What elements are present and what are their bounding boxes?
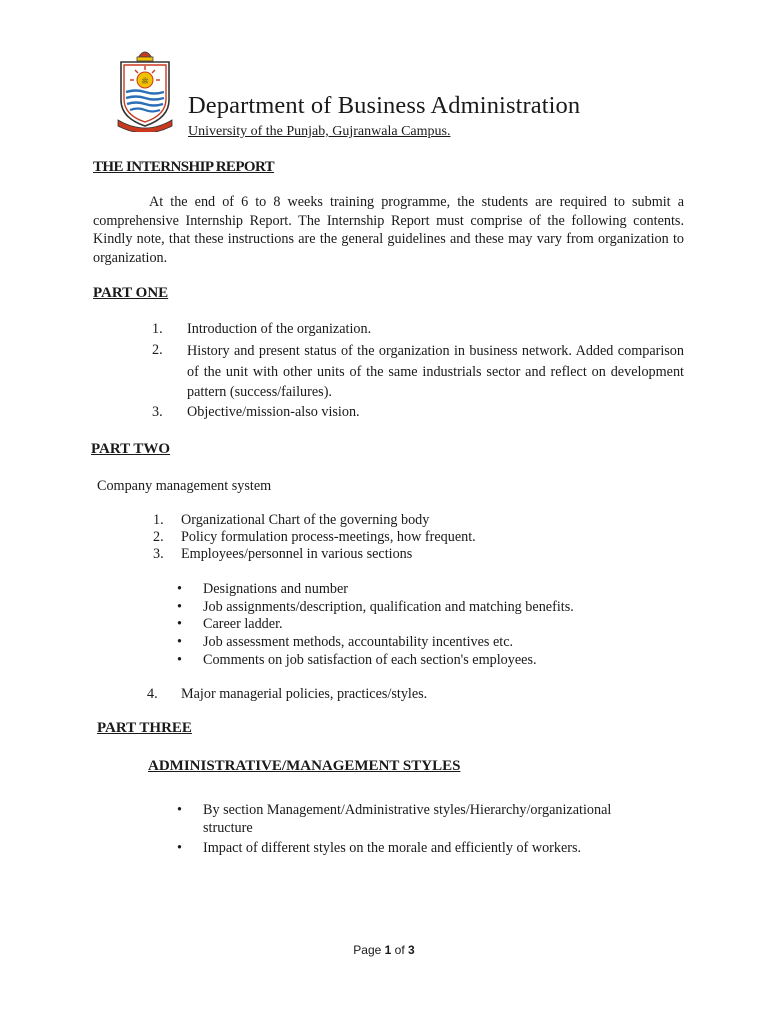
footer-total-pages: 3 — [408, 943, 415, 957]
list-item: Objective/mission-also vision. — [187, 404, 360, 420]
list-item-number: 4. — [147, 686, 158, 702]
bullet-item — [177, 651, 537, 669]
bullet-item — [177, 615, 283, 633]
list-item-number: 2. — [152, 342, 163, 358]
list-item-number: 3. — [153, 546, 164, 562]
svg-text:ﷺ: ﷺ — [141, 78, 149, 85]
list-item: Major managerial policies, practices/styles. — [181, 686, 428, 702]
management-styles-heading: ADMINISTRATIVE/MANAGEMENT STYLES — [148, 758, 461, 774]
bullet-item — [177, 580, 348, 598]
university-subtitle: University of the Punjab, Gujranwala Campus. — [188, 124, 451, 139]
bullet-icon: • — [177, 840, 182, 856]
bullet-text: Job assessment methods, accountability incentives etc. — [203, 634, 514, 650]
list-item-number: 3. — [152, 404, 163, 420]
bullet-item — [177, 633, 514, 651]
bullet-text: Job assignments/description, qualification and matching benefits. — [203, 599, 574, 615]
bullet-item — [177, 801, 643, 837]
list-item-number: 1. — [153, 512, 164, 528]
part-one-heading: PART ONE — [93, 285, 169, 301]
bullet-icon: • — [177, 652, 182, 668]
list-item: History and present status of the organization in business network. Added comparison of the unit with other units of the same industrials sector and reflect on development pattern (success/failures). — [187, 343, 684, 400]
bullet-icon: • — [177, 802, 182, 818]
list-item: Employees/personnel in various sections — [181, 546, 413, 562]
bullet-icon: • — [177, 581, 182, 597]
university-crest-logo — [116, 44, 174, 132]
footer-of-label: of — [394, 943, 405, 957]
bullet-item — [177, 598, 574, 616]
bullet-icon: • — [177, 616, 182, 632]
bullet-text: Comments on job satisfaction of each section's employees. — [203, 652, 537, 668]
bullet-text: Career ladder. — [203, 616, 283, 632]
bullet-icon: • — [177, 599, 182, 615]
list-item: Policy formulation process-meetings, how frequent. — [181, 529, 476, 545]
bullet-icon: • — [177, 634, 182, 650]
part-three-heading: PART THREE — [97, 720, 192, 736]
part-two-heading: PART TWO — [91, 441, 171, 457]
list-item-number: 1. — [152, 321, 163, 337]
footer-page-label: Page — [353, 943, 382, 957]
part-two-intro: Company management system — [97, 478, 272, 494]
bullet-text: Designations and number — [203, 581, 348, 597]
page-footer — [0, 943, 768, 957]
list-item-number: 2. — [153, 529, 164, 545]
department-title: Department of Business Administration — [188, 92, 581, 119]
internship-report-heading: THE INTERNSHIP REPORT — [93, 159, 275, 175]
footer-current-page: 1 — [384, 943, 392, 957]
list-item: Organizational Chart of the governing body — [181, 512, 430, 528]
intro-paragraph: At the end of 6 to 8 weeks training programme, the students are required to submit a comprehensive Internship Report. The Internship Report must comprise of the following contents. Kindly note, that these instructions are the general guidelines and these may vary from organization to organization. — [93, 194, 684, 266]
bullet-text: Impact of different styles on the morale and efficiently of workers. — [203, 840, 582, 856]
bullet-text: By section Management/Administrative styles/Hierarchy/organizational structure — [203, 802, 612, 836]
bullet-item — [177, 839, 582, 857]
list-item: Introduction of the organization. — [187, 321, 372, 337]
